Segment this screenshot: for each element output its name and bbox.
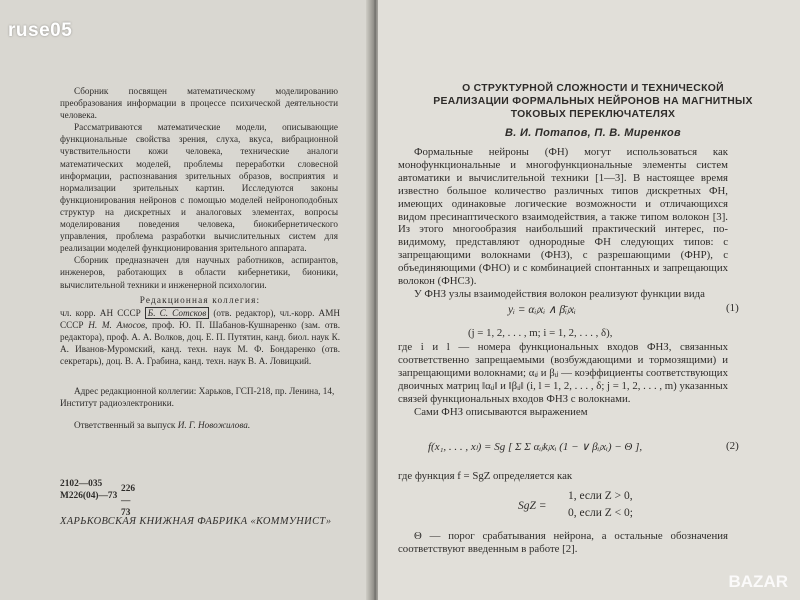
- formula-1: yᵢ = αᵢⱼxᵢ ∧ β̄ᵢⱼxᵢ: [508, 304, 576, 316]
- responsible-line: [60, 420, 340, 430]
- responsible-label: Ответственный за выпуск: [74, 420, 178, 430]
- boxed-name: Б. С. Сотсков: [145, 307, 209, 319]
- code-top: 2102—035: [60, 479, 103, 489]
- abstract-paragraph: Сборник посвящен математическому моделированию преобразования информации в процессе психической деятельности человека.: [60, 86, 338, 121]
- article-paragraph: [398, 530, 728, 556]
- editorial-board: [60, 294, 340, 368]
- left-page: [0, 0, 372, 600]
- paragraph-text: Θ — порог срабатывания нейрона, а остальные обозначения соответствуют введенным в работе [2].: [398, 530, 728, 555]
- paragraph-text: Сами ФНЗ описываются выражением: [414, 405, 588, 418]
- formula-2: f(x₁, . . . , xₗ) = Sg [ Σ Σ αᵢⱼkⱼxᵢ (1 − ∨ βᵢⱼxᵢ) − Θ ],: [428, 441, 643, 453]
- editorial-text: , проф. Ю. П. Шабанов-Кушнаренко (зам. отв. редактора), проф. А. А. Волков, доц. Е. П. Путятин, канд. биол. наук К. А. Иванов-Муромский, канд. техн. наук М. Ф. Бондаренко (отв. секретарь), доц. В. А. Грабина, канд. техн. наук В. А. Ловицкий.: [60, 320, 340, 367]
- code-mid: 226—73: [121, 484, 136, 518]
- index-range: (j = 1, 2, . . . , m; i = 1, 2, . . . , δ),: [468, 327, 613, 339]
- paragraph-text: где функция f = SgZ определяется как: [398, 470, 573, 482]
- paragraph-text: У ФНЗ узлы взаимодействия волокон реализуют функции вида: [414, 287, 705, 300]
- paragraph-text: где i и l — номера функциональных входов ФНЗ, связанных соответственно запрещаемыми (возбуждающими и тормозящими) и запрещающими волокнами; αᵢⱼ и βᵢⱼ — коэффициенты соответствующих двоичных матриц ‖αᵢⱼ‖ и ‖βᵢⱼ‖ (i, l = 1, 2, . . . , δ; j = 1, 2, . . . , m) указанных связей функциональных входов ФНЗ с волокнами.: [398, 341, 728, 405]
- editorial-heading: Редакционная коллегия:: [139, 295, 261, 305]
- abstract-paragraph: Сборник предназначен для научных работников, аспирантов, инженеров, работающих в области кибернетики, бионики, вычислительной техники и инженерной психологии.: [60, 255, 338, 290]
- title-line: РЕАЛИЗАЦИИ ФОРМАЛЬНЫХ НЕЙРОНОВ НА МАГНИТНЫХ: [433, 96, 753, 108]
- article-authors: В. И. Потапов, П. В. Миренков: [505, 127, 681, 139]
- equation-number-1: (1): [726, 302, 739, 314]
- article-paragraph: [398, 470, 728, 483]
- formula-3-lhs: SgZ =: [518, 500, 547, 512]
- article-paragraph: [398, 341, 728, 418]
- responsible-name: И. Г. Новожилова.: [177, 420, 251, 430]
- editorial-text: чл. корр. АН СССР: [60, 308, 145, 319]
- catalog-codes: [60, 478, 136, 518]
- formula-3: [518, 500, 547, 512]
- paragraph-text: Формальные нейроны (ФН) могут использоваться как монофункциональные и многофункциональные элементы систем автоматики и вычислительной техники [1—3]. В настоящее время известно большое количество различных типов дискретных ФН, имеющих одинаковые логические возможности и отличающихся видом пресинаптического взаимодействия, а также типом волокон [3]. Из этого многообразия наибольший практический интерес, по-видимому, представляют однородные ФН следующих типов: с запрещающими волокнами (ФНЗ), с разрешающими (ФНР), с объединяющими (ФНО) и с комбинацией спонтанных и запрещающих волокон (ФНСЗ).: [398, 146, 728, 288]
- editorial-members: [60, 307, 340, 367]
- article-paragraph: [398, 146, 728, 301]
- formula-3-case: 0, если Z < 0;: [568, 507, 633, 519]
- editorial-text: (отв. редактор), чл.-корр. АМН СССР: [60, 308, 340, 331]
- corner-logo: BAZAR: [728, 572, 788, 591]
- right-page: [378, 0, 800, 600]
- publisher-line: ХАРЬКОВСКАЯ КНИЖНАЯ ФАБРИКА «КОММУНИСТ»: [60, 516, 332, 527]
- editorial-address: Адрес редакционной коллегии: Харьков, ГСП-218, пр. Ленина, 14, Институт радиоэлектроники.: [60, 386, 335, 409]
- title-line: О СТРУКТУРНОЙ СЛОЖНОСТИ И ТЕХНИЧЕСКОЙ: [462, 83, 724, 94]
- abstract-paragraph: Рассматриваются математические модели, описывающие функциональные свойства зрения, слуха, вкуса, вибрационной чувствительности кожи человека, технические аналоги математических моделей, проблемы переработки словесной информации, распознавания зрительных образов, восприятия и нормализации зрительных картин. Исследуются законы функционирования нейронов с помощью моделей нейроноподобных структур на дискретных и аналоговых элементах, вопросы моделирования поведения человека, биокибернетического управления, проблема разработки вычислительных систем для реализации моделей функционирования зрительного аппарата.: [60, 122, 338, 254]
- title-line: ТОКОВЫХ ПЕРЕКЛЮЧАТЕЛЯХ: [510, 109, 676, 121]
- abstract: [60, 85, 338, 291]
- site-watermark: ruse05: [8, 20, 73, 41]
- editorial-name: Н. М. Амосов: [88, 320, 146, 331]
- formula-3-case: 1, если Z > 0,: [568, 490, 633, 502]
- equation-number-2: (2): [726, 440, 739, 452]
- article-title: [398, 82, 788, 122]
- code-bottom: М226(04)—73: [60, 491, 118, 501]
